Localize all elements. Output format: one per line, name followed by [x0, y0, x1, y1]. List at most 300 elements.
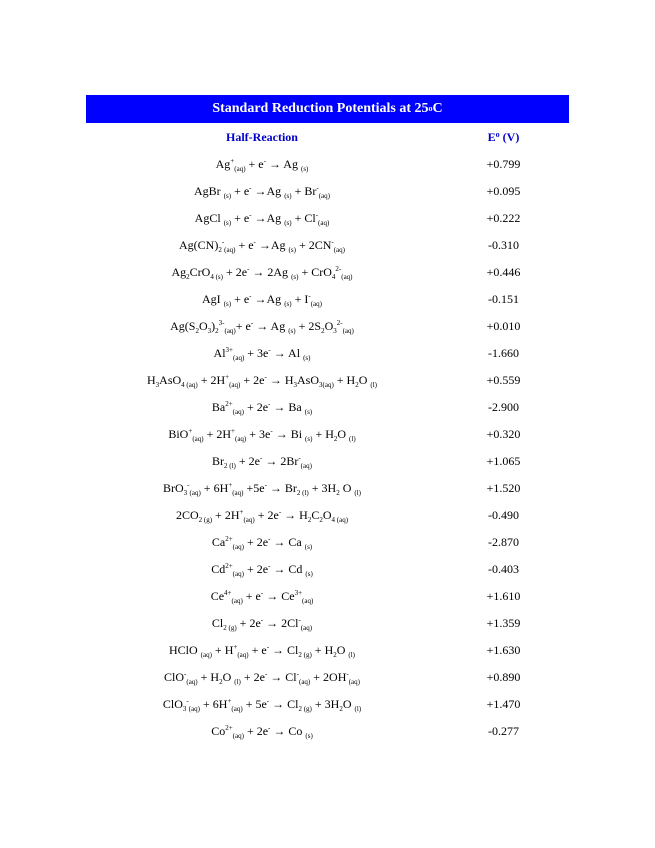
- potential-value-agi: -0.151: [488, 292, 519, 306]
- equation-segment: O: [339, 481, 355, 495]
- equation-segment: -: [268, 724, 271, 732]
- equation-segment: 3: [207, 327, 212, 335]
- equation-segment: + e: [235, 238, 254, 252]
- equation-segment: (s): [305, 570, 313, 578]
- equation-segment: + 2e: [236, 616, 261, 630]
- half-reaction-header: Half-Reaction: [226, 130, 298, 144]
- equation-segment: + I: [291, 292, 309, 306]
- equation-segment: (s): [284, 192, 292, 200]
- equation-segment: (s): [284, 300, 292, 308]
- equation-segment: → Co: [270, 724, 306, 738]
- equation-segment: (aq): [224, 327, 236, 335]
- potential-header: [438, 130, 569, 145]
- equation-segment: Ag(CN): [178, 238, 219, 252]
- equation-segment: (s): [305, 732, 313, 740]
- equation-segment: -: [264, 670, 268, 678]
- potential-value-cd: -0.403: [488, 562, 519, 576]
- equation-segment: 2 (l): [224, 462, 236, 470]
- table-row: [86, 178, 569, 205]
- equation-segment: + 2e: [243, 724, 269, 738]
- potential-header-symbol: E: [487, 130, 496, 144]
- equation-segment: (aq): [231, 705, 243, 713]
- equation-segment: + 2CN: [295, 238, 332, 252]
- equation-segment: ClO: [162, 697, 183, 711]
- equation-segment: + 3e: [244, 346, 269, 360]
- equation-segment: CrO: [189, 265, 211, 279]
- equation-segment: (aq): [188, 705, 201, 713]
- equation-segment: -: [316, 184, 319, 192]
- equation-segment: → 2Cl: [263, 616, 299, 630]
- equation-segment: + 2e: [235, 454, 260, 468]
- equation-segment: 2: [355, 381, 359, 389]
- equation-segment: (s): [305, 435, 313, 443]
- equation-segment: Ce: [210, 589, 225, 603]
- potential-value-agcl: +0.222: [486, 211, 521, 225]
- equation-segment: 3: [183, 489, 188, 497]
- equation-segment: + 5e: [242, 697, 267, 711]
- half-reaction-ba: [86, 400, 438, 415]
- table-row: [86, 151, 569, 178]
- equation-segment: (s): [288, 246, 296, 254]
- equation-segment: 3: [293, 381, 297, 389]
- equation-segment: +: [233, 643, 238, 651]
- equation-segment: AgBr: [194, 184, 224, 198]
- table-row: [86, 691, 569, 718]
- equation-segment: (aq): [192, 435, 204, 443]
- equation-segment: (l): [354, 705, 362, 713]
- equation-segment: (s): [300, 165, 309, 173]
- equation-segment: Al: [213, 346, 226, 360]
- potential-value-h3aso4: +0.559: [486, 373, 521, 387]
- equation-segment: (aq): [233, 354, 245, 362]
- equation-segment: 2: [333, 435, 338, 443]
- equation-segment: -: [186, 697, 189, 705]
- equation-segment: + H: [211, 643, 234, 657]
- table-row: [86, 475, 569, 502]
- potential-value-bio: +0.320: [486, 427, 521, 441]
- equation-segment: →Ag: [251, 292, 285, 306]
- equation-segment: + H: [311, 643, 334, 657]
- table-row: [86, 394, 569, 421]
- equation-segment: + 2H: [212, 508, 240, 522]
- equation-segment: + 6H: [200, 481, 229, 495]
- equation-segment: + 2H: [203, 427, 232, 441]
- equation-segment: 2 (g): [298, 705, 312, 713]
- equation-segment: → 2Ag: [249, 265, 292, 279]
- half-reaction-bro3: [86, 481, 438, 496]
- equation-segment: (l): [370, 381, 377, 389]
- table-title: Standard Reduction Potentials at 25 o C: [86, 95, 569, 123]
- half-reaction-hclo: [86, 643, 438, 658]
- equation-segment: -: [260, 589, 264, 597]
- equation-segment: 4: [331, 273, 336, 281]
- equation-segment: -: [247, 265, 250, 273]
- equation-segment: (aq): [342, 327, 354, 335]
- table-row: [86, 367, 569, 394]
- potential-value-ags2o3: +0.010: [486, 319, 521, 333]
- half-reaction-ag: [86, 157, 438, 172]
- equation-segment: O: [322, 508, 332, 522]
- equation-segment: AsO: [159, 373, 182, 387]
- table-row: [86, 610, 569, 637]
- potential-header-degree: o: [495, 130, 500, 139]
- equation-segment: -: [249, 292, 252, 300]
- equation-segment: →Ag: [251, 184, 285, 198]
- equation-segment: (s): [304, 543, 313, 551]
- equation-segment: + 2e: [222, 265, 248, 279]
- equation-segment: (aq): [300, 462, 312, 470]
- equation-segment: -: [249, 184, 252, 192]
- equation-segment: ClO: [164, 670, 185, 684]
- equation-segment: AgI: [202, 292, 224, 306]
- equation-segment: (s): [284, 219, 292, 227]
- equation-segment: +: [227, 697, 232, 705]
- equation-segment: 2: [336, 489, 340, 497]
- equation-segment: → Ag: [253, 319, 289, 333]
- equation-segment: C: [311, 508, 320, 522]
- equation-segment: Co: [211, 724, 226, 738]
- equation-segment: -: [260, 616, 264, 624]
- table-row: [86, 313, 569, 340]
- equation-segment: + e: [242, 589, 261, 603]
- equation-segment: (aq): [333, 246, 345, 254]
- equation-segment: + e: [231, 184, 250, 198]
- equation-segment: 3(aq): [319, 381, 334, 389]
- equation-segment: BiO: [168, 427, 189, 441]
- equation-segment: + 2e: [243, 535, 269, 549]
- equation-segment: 4 (aq): [331, 516, 349, 524]
- equation-segment: -: [315, 211, 319, 219]
- equation-segment: + 2e: [240, 670, 265, 684]
- table-row: [86, 448, 569, 475]
- equation-segment: 3+: [225, 346, 233, 354]
- equation-segment: (s): [291, 273, 299, 281]
- equation-segment: Ba: [211, 400, 226, 414]
- equation-segment: (aq): [348, 678, 360, 686]
- equation-segment: 2: [319, 516, 323, 524]
- equation-segment: H: [146, 373, 156, 387]
- equation-segment: + e: [231, 211, 250, 225]
- equation-segment: Br: [212, 454, 225, 468]
- equation-segment: + H: [333, 373, 356, 387]
- equation-segment: (aq): [229, 381, 241, 389]
- equation-segment: Cd: [211, 562, 226, 576]
- equation-segment: O: [324, 319, 334, 333]
- equation-segment: -: [266, 697, 270, 705]
- table-row: [86, 286, 569, 313]
- equation-segment: Cl: [211, 616, 224, 630]
- equation-segment: → Ca: [270, 535, 305, 549]
- equation-segment: + 2e: [243, 400, 269, 414]
- equation-segment: -: [278, 508, 282, 516]
- equation-segment: (aq): [232, 570, 244, 578]
- equation-segment: -: [296, 670, 299, 678]
- table-row: [86, 556, 569, 583]
- equation-segment: → Bi: [272, 427, 306, 441]
- equation-segment: 2 (g): [223, 624, 237, 632]
- equation-segment: 2+: [225, 562, 233, 570]
- table-row: [86, 664, 569, 691]
- equation-segment: (aq): [232, 408, 244, 416]
- equation-segment: (aq): [300, 624, 313, 632]
- equation-segment: (aq): [318, 192, 330, 200]
- equation-segment: Ag(S: [170, 319, 196, 333]
- equation-segment: (aq): [318, 219, 330, 227]
- table-row: [86, 502, 569, 529]
- equation-segment: 2 (g): [298, 651, 312, 659]
- equation-segment: -: [331, 238, 334, 246]
- column-header-row: [86, 124, 569, 151]
- equation-segment: -: [308, 292, 311, 300]
- equation-segment: 2: [218, 246, 222, 254]
- equation-segment: + 2e: [243, 562, 269, 576]
- potential-value-ba: -2.900: [488, 400, 519, 414]
- equation-segment: -: [298, 454, 301, 462]
- equation-segment: + H: [197, 670, 220, 684]
- equation-segment: → Al: [270, 346, 304, 360]
- equation-segment: → Ba: [270, 400, 305, 414]
- half-reaction-clo: [86, 670, 438, 685]
- equation-segment: + 3H: [308, 481, 337, 495]
- equation-segment: -: [264, 481, 267, 489]
- equation-segment: + 2e: [240, 373, 265, 387]
- equation-segment: O: [336, 643, 349, 657]
- half-reaction-clo3: [86, 697, 438, 712]
- table-row: [86, 259, 569, 286]
- equation-segment: 2: [333, 651, 337, 659]
- equation-segment: (aq): [310, 300, 322, 308]
- equation-segment: AgCl: [194, 211, 224, 225]
- equation-segment: → Cl: [269, 643, 299, 657]
- equation-segment: (l): [349, 435, 356, 443]
- equation-segment: (s): [288, 327, 296, 335]
- equation-segment: O: [358, 373, 371, 387]
- potential-value-clo: +0.890: [486, 670, 521, 684]
- equation-segment: AsO: [296, 373, 319, 387]
- equation-segment: 2+: [225, 535, 233, 543]
- table-row: [86, 637, 569, 664]
- equation-segment: O: [198, 319, 208, 333]
- equation-segment: → Br: [266, 481, 297, 495]
- equation-segment: -: [184, 670, 187, 678]
- equation-segment: -: [187, 481, 190, 489]
- equation-segment: + 2S: [295, 319, 322, 333]
- half-reaction-ca: [86, 535, 438, 550]
- equation-segment: (aq): [234, 435, 247, 443]
- equation-segment: (aq): [341, 273, 353, 281]
- equation-segment: → 2Br: [262, 454, 299, 468]
- equation-segment: +: [188, 427, 193, 435]
- equation-segment: -: [268, 346, 271, 354]
- equation-segment: +: [239, 508, 244, 516]
- equation-segment: Ag: [171, 265, 187, 279]
- table-row: [86, 583, 569, 610]
- equation-segment: (s): [223, 300, 232, 308]
- equation-segment: -: [263, 157, 266, 165]
- equation-segment: (s): [304, 408, 313, 416]
- half-reaction-agcl: [86, 211, 438, 226]
- potential-value-hclo: +1.630: [486, 643, 521, 657]
- equation-segment: + 2e: [254, 508, 279, 522]
- equation-segment: +: [225, 373, 230, 381]
- potential-value-ag: +0.799: [486, 157, 521, 171]
- equation-segment: 2: [219, 678, 223, 686]
- equation-segment: (aq): [232, 489, 244, 497]
- equation-segment: HClO: [168, 643, 201, 657]
- equation-segment: + e: [231, 292, 250, 306]
- equation-segment: -: [266, 643, 270, 651]
- equation-segment: (aq): [200, 651, 212, 659]
- potential-value-bro3: +1.520: [486, 481, 521, 495]
- potential-value-ag2cro4: +0.446: [486, 265, 521, 279]
- table-row: [86, 421, 569, 448]
- equation-segment: 2 (g): [198, 516, 213, 524]
- half-reaction-bio: [86, 427, 438, 442]
- equation-segment: + e: [248, 643, 267, 657]
- half-reaction-co: [86, 724, 438, 739]
- equation-segment: + 2H: [197, 373, 226, 387]
- equation-segment: 2: [307, 516, 312, 524]
- equation-segment: (s): [223, 219, 232, 227]
- equation-segment: 3+: [294, 589, 303, 597]
- half-reaction-al: [86, 346, 438, 361]
- equation-segment: (s): [303, 354, 311, 362]
- table-row: [86, 205, 569, 232]
- potential-value-ca: -2.870: [488, 535, 519, 549]
- equation-segment: 2: [339, 705, 343, 713]
- equation-segment: -: [249, 211, 252, 219]
- equation-segment: -: [221, 238, 225, 246]
- equation-segment: +5e: [243, 481, 265, 495]
- title-unit: C: [432, 101, 443, 116]
- equation-segment: + e: [235, 319, 251, 333]
- equation-segment: → Ag: [265, 157, 301, 171]
- equation-segment: (aq): [243, 516, 255, 524]
- equation-segment: -: [298, 616, 301, 624]
- equation-segment: +: [231, 427, 235, 435]
- equation-segment: + e: [245, 157, 264, 171]
- equation-segment: 3: [333, 327, 337, 335]
- potential-value-clo3: +1.470: [486, 697, 521, 711]
- equation-segment: → H: [266, 373, 294, 387]
- half-reaction-agcn2: [86, 238, 438, 253]
- half-reaction-br2: [86, 454, 438, 469]
- equation-segment: 2: [195, 327, 199, 335]
- reduction-potentials-table: [86, 95, 569, 745]
- equation-segment: -: [268, 562, 271, 570]
- equation-segment: -: [253, 238, 256, 246]
- equation-segment: → H: [281, 508, 308, 522]
- equation-segment: + H: [312, 427, 334, 441]
- table-row: [86, 718, 569, 745]
- potential-value-cl2: +1.359: [486, 616, 521, 630]
- equation-segment: (aq): [232, 543, 244, 551]
- equation-segment: (l): [348, 651, 356, 659]
- equation-segment: (aq): [231, 597, 243, 605]
- title-text: Standard Reduction Potentials at 25: [212, 101, 429, 116]
- table-row: [86, 529, 569, 556]
- equation-segment: (s): [223, 192, 232, 200]
- equation-segment: O: [342, 697, 355, 711]
- equation-segment: + Cl: [291, 211, 316, 225]
- equation-segment: 2CO: [175, 508, 199, 522]
- equation-segment: (aq): [302, 597, 314, 605]
- equation-segment: (aq): [186, 678, 198, 686]
- equation-segment: 3: [182, 705, 187, 713]
- potential-value-agcn2: -0.310: [488, 238, 519, 252]
- half-reaction-h3aso4: [86, 373, 438, 388]
- half-reaction-agbr: [86, 184, 438, 199]
- half-reaction-ce: [86, 589, 438, 604]
- half-reaction-cl2: [86, 616, 438, 631]
- equation-segment: (aq): [232, 732, 244, 740]
- equation-segment: +: [230, 157, 235, 165]
- equation-segment: -: [346, 670, 349, 678]
- potential-value-ce: +1.610: [486, 589, 521, 603]
- equation-segment: O: [222, 670, 235, 684]
- equation-segment: 2: [215, 327, 219, 335]
- potential-value-co: -0.277: [488, 724, 519, 738]
- equation-segment: 3-: [218, 319, 225, 327]
- potential-value-br2: +1.065: [486, 454, 521, 468]
- equation-segment: + 3e: [246, 427, 271, 441]
- equation-segment: + 2OH: [310, 670, 347, 684]
- equation-segment: + 3H: [311, 697, 340, 711]
- potential-value-al: -1.660: [488, 346, 519, 360]
- half-reaction-ags2o3: [86, 319, 438, 334]
- potential-header-unit: (V): [499, 130, 520, 144]
- equation-segment: 2-: [335, 265, 342, 273]
- equation-segment: -: [270, 427, 273, 435]
- equation-segment: -: [268, 535, 271, 543]
- equation-segment: →Ag: [251, 211, 285, 225]
- equation-segment: O: [337, 427, 350, 441]
- equation-segment: → Cd: [270, 562, 306, 576]
- equation-segment: 2-: [336, 319, 343, 327]
- table-row: [86, 232, 569, 259]
- potential-value-co2: -0.490: [488, 508, 519, 522]
- equation-segment: + CrO: [298, 265, 332, 279]
- equation-segment: -: [259, 454, 263, 462]
- equation-segment: (aq): [234, 165, 246, 173]
- equation-segment: 4 (aq): [181, 381, 198, 389]
- equation-segment: (aq): [298, 678, 311, 686]
- equation-segment: Ca: [211, 535, 226, 549]
- equation-segment: → Cl: [267, 670, 297, 684]
- table-row: [86, 340, 569, 367]
- equation-segment: + Br: [291, 184, 317, 198]
- equation-segment: 2: [186, 273, 190, 281]
- equation-segment: -: [250, 319, 254, 327]
- half-reaction-ag2cro4: [86, 265, 438, 280]
- equation-segment: → Cl: [269, 697, 299, 711]
- equation-segment: 4+: [224, 589, 232, 597]
- equation-segment: -: [264, 373, 267, 381]
- equation-segment: (aq): [189, 489, 201, 497]
- equation-segment: + 6H: [200, 697, 228, 711]
- equation-segment: ): [211, 319, 216, 333]
- equation-segment: (aq): [224, 246, 236, 254]
- equation-segment: →Ag: [255, 238, 289, 252]
- equation-segment: 3: [155, 381, 160, 389]
- table-body: [86, 151, 569, 745]
- equation-segment: 4 (s): [210, 273, 223, 281]
- half-reaction-cd: [86, 562, 438, 577]
- equation-segment: BrO: [163, 481, 184, 495]
- equation-segment: (l): [354, 489, 361, 497]
- half-reaction-agi: [86, 292, 438, 307]
- equation-segment: 2: [321, 327, 325, 335]
